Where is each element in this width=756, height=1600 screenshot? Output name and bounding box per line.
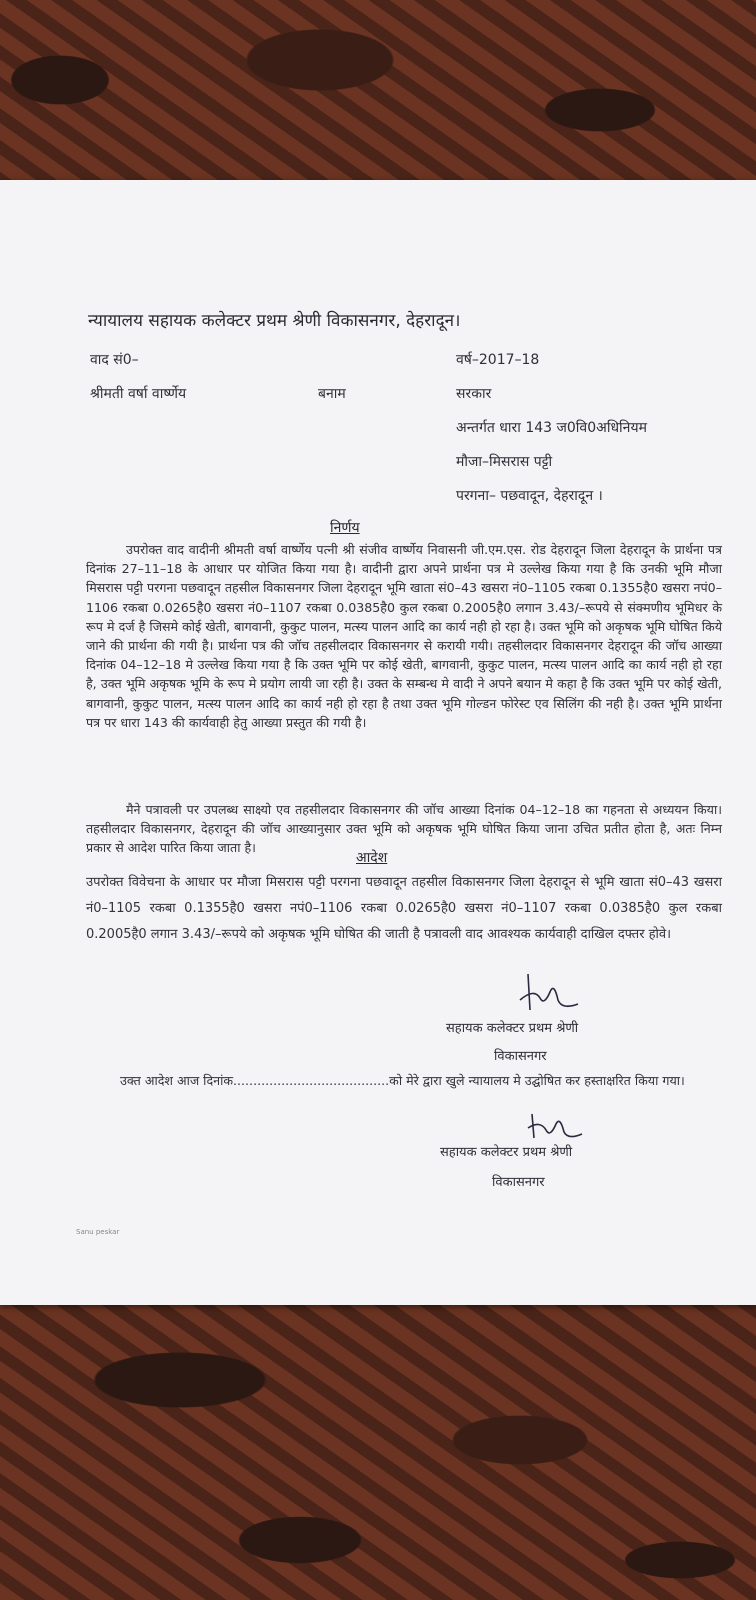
mauja-line: मौजा–मिसरास पट्टी (456, 454, 553, 470)
footnote-initials: Sanu peskar (76, 1228, 120, 1236)
respondent-name: सरकार (456, 386, 492, 402)
petitioner-name: श्रीमती वर्षा वार्ष्णेय (90, 386, 187, 402)
signature-2-place: विकासनगर (492, 1175, 545, 1190)
signature-1-place: विकासनगर (494, 1049, 547, 1064)
order-title: आदेश (356, 850, 388, 866)
case-year: वर्ष–2017–18 (456, 352, 540, 368)
decision-paragraph-1: उपरोक्त वाद वादीनी श्रीमती वर्षा वार्ष्णेय पत्नी श्री संजीव वार्ष्णेय निवासनी जी.एम.एस. रोड देहरादून जिला देहरादून के प्रार्थना पत्र दिनांक 27–11–18 के आधार पर योजित किया गया है। वादीनी द्वारा अपने प्रार्थना पत्र मे उल्लेख किया गया है कि उनकी भूमि मौजा मिसरास पट्टी परगना पछवादून तहसील विकासनगर जिला देहरादून भूमि खाता सं0–43 खसरा नं0–1105 रकबा 0.1355है0 खसरा नपं0–1106 रकबा 0.0265है0 खसरा नं0–1107 रकबा 0.0385है0 कुल रकबा 0.2005है0 लगान 3.43/–रूपये से संक्मणीय भूमिधर के रूप मे दर्ज है जिसमे कोई खेती, बागवानी, कुकुट पालन, मत्स्य पालन आदि का कार्य नही हो रहा है। उक्त भूमि को अकृषक भूमि घोषित किये जाने की प्रार्थना की गयी है। प्रार्थना पत्र की जॉच तहसीलदार विकासनगर से करायी गयी। तहसीलदार विकासनगर देहरादून की जॉच आख्या दिनांक 04–12–18 मे उल्लेख किया गया है कि उक्त भूमि पर कोई खेती, बागवानी, कुकुट पालन, मत्स्य पालन आदि का कार्य नही हो रहा है, उक्त भूमि अकृषक भूमि के रूप मे प्रयोग लायी जा रही है। उक्त के सम्बन्ध मे वादी ने अपने बयान मे कहा है कि उक्त भूमि पर कोई खेती, बागवानी, कुकुट पालन, मत्स्य पालन आदि का कार्य नही हो रहा है तथा उक्त भूमि गोल्डन फोरेस्ट एव सिलिंग की नही है। उक्त भूमि प्रार्थना पत्र पर धारा 143 की कार्यवाही हेतु आख्या प्रस्तुत की गयी है। (86, 542, 722, 730)
court-heading: न्यायालय सहायक कलेक्टर प्रथम श्रेणी विकासनगर, देहरादून। (88, 311, 461, 331)
act-section-line: अन्तर्गत धारा 143 ज0वि0अधिनियम (456, 420, 647, 436)
versus-label: बनाम (318, 386, 346, 402)
signature-1 (500, 970, 590, 1020)
case-number-label: वाद सं0– (90, 352, 139, 368)
order-paragraph: उपरोक्त विवेचना के आधार पर मौजा मिसरास पट्टी परगना पछवादून तहसील विकासनगर जिला देहरादून से भूमि खाता सं0–43 खसरा नं0–1105 रकबा 0.1355है0 खसरा नपं0–1106 रकबा 0.0265है0 खसरा नं0–1107 रकबा 0.0385है0 कुल रकबा 0.2005है0 लगान 3.43/–रूपये को अकृषक भूमि घोषित की जाती है पत्रावली वाद आवश्यक कार्यवाही दाखिल दफ्तर होवे। (86, 875, 722, 942)
signature-1-title: सहायक कलेक्टर प्रथम श्रेणी (446, 1021, 579, 1036)
decision-paragraph-2: मैने पत्रावली पर उपलब्ध साक्ष्यो एव तहसीलदार विकासनगर की जॉच आख्या दिनांक 04–12–18 का गहनता से अध्ययन किया। तहसीलदार विकासनगर, देहरादून की जॉच आख्यानुसार उक्त भूमि को अकृषक भूमि घोषित किया जाना उचित प्रतीत होता है, अतः निम्न प्रकार से आदेश पारित किया जाता है। (86, 802, 722, 856)
pronouncement-text: उक्त आदेश आज दिनांक.......................................को मेरे द्वारा खुले न्यायालय मे उद्घोषित कर हस्ताक्षरित किया गया। (120, 1073, 685, 1088)
pargana-line: परगना– पछवादून, देहरादून । (456, 488, 603, 504)
signature-2-title: सहायक कलेक्टर प्रथम श्रेणी (440, 1145, 573, 1160)
document-page (0, 180, 756, 1305)
decision-title: निर्णय (330, 520, 360, 536)
